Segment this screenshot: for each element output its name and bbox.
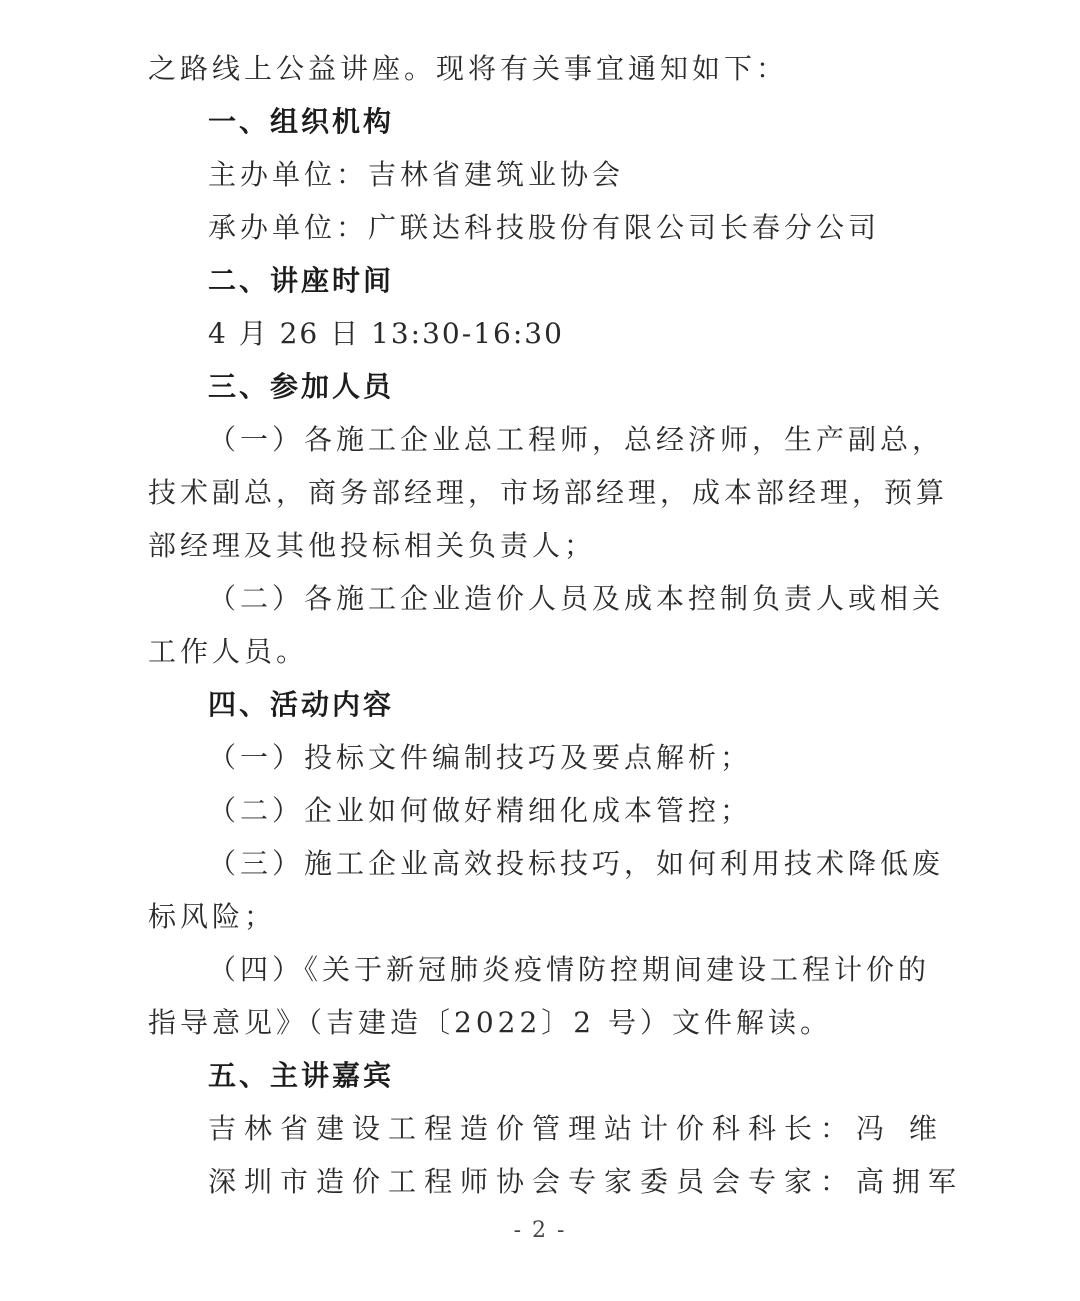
participants-item2-line1: （二）各施工企业造价人员及成本控制负责人或相关 xyxy=(208,582,945,615)
speaker-2-text: 深圳市造价工程师协会专家委员会专家：高拥军 xyxy=(208,1165,965,1198)
content-item3-line1: （三）施工企业高效投标技巧，如何利用技术降低废 xyxy=(208,847,945,880)
intro-tail-text: 之路线上公益讲座。现将有关事宜通知如下： xyxy=(148,52,789,85)
content-item4-line2: 指导意见》（吉建造〔2022〕2 号）文件解读。 xyxy=(148,1006,832,1039)
content-item4-line1: （四）《关于新冠肺炎疫情防控期间建设工程计价的 xyxy=(208,953,931,986)
participants-item2-line2: 工作人员。 xyxy=(148,635,309,668)
content-item3-line2: 标风险； xyxy=(148,900,277,933)
section-heading-organization: 一、组织机构 xyxy=(208,105,395,138)
content-item1: （一）投标文件编制技巧及要点解析； xyxy=(208,741,753,774)
section-heading-time: 二、讲座时间 xyxy=(208,264,395,297)
lecture-time-text: 4 月 26 日 13:30-16:30 xyxy=(208,317,564,350)
speaker-1-text: 吉林省建设工程造价管理站计价科科长：冯 维 xyxy=(208,1112,945,1145)
participants-item1-line1: （一）各施工企业总工程师，总经济师，生产副总， xyxy=(208,423,945,456)
section-heading-speakers: 五、主讲嘉宾 xyxy=(208,1059,395,1092)
host-unit-text: 主办单位：吉林省建筑业协会 xyxy=(208,158,625,191)
page-number: - 2 - xyxy=(513,1218,567,1243)
section-heading-participants: 三、参加人员 xyxy=(208,370,395,403)
participants-item1-line2: 技术副总，商务部经理，市场部经理，成本部经理，预算 xyxy=(148,476,949,509)
content-item2: （二）企业如何做好精细化成本管控； xyxy=(208,794,753,827)
participants-item1-line3: 部经理及其他投标相关负责人； xyxy=(148,529,597,562)
organizer-unit-text: 承办单位：广联达科技股份有限公司长春分公司 xyxy=(208,211,881,244)
section-heading-content: 四、活动内容 xyxy=(208,688,395,721)
